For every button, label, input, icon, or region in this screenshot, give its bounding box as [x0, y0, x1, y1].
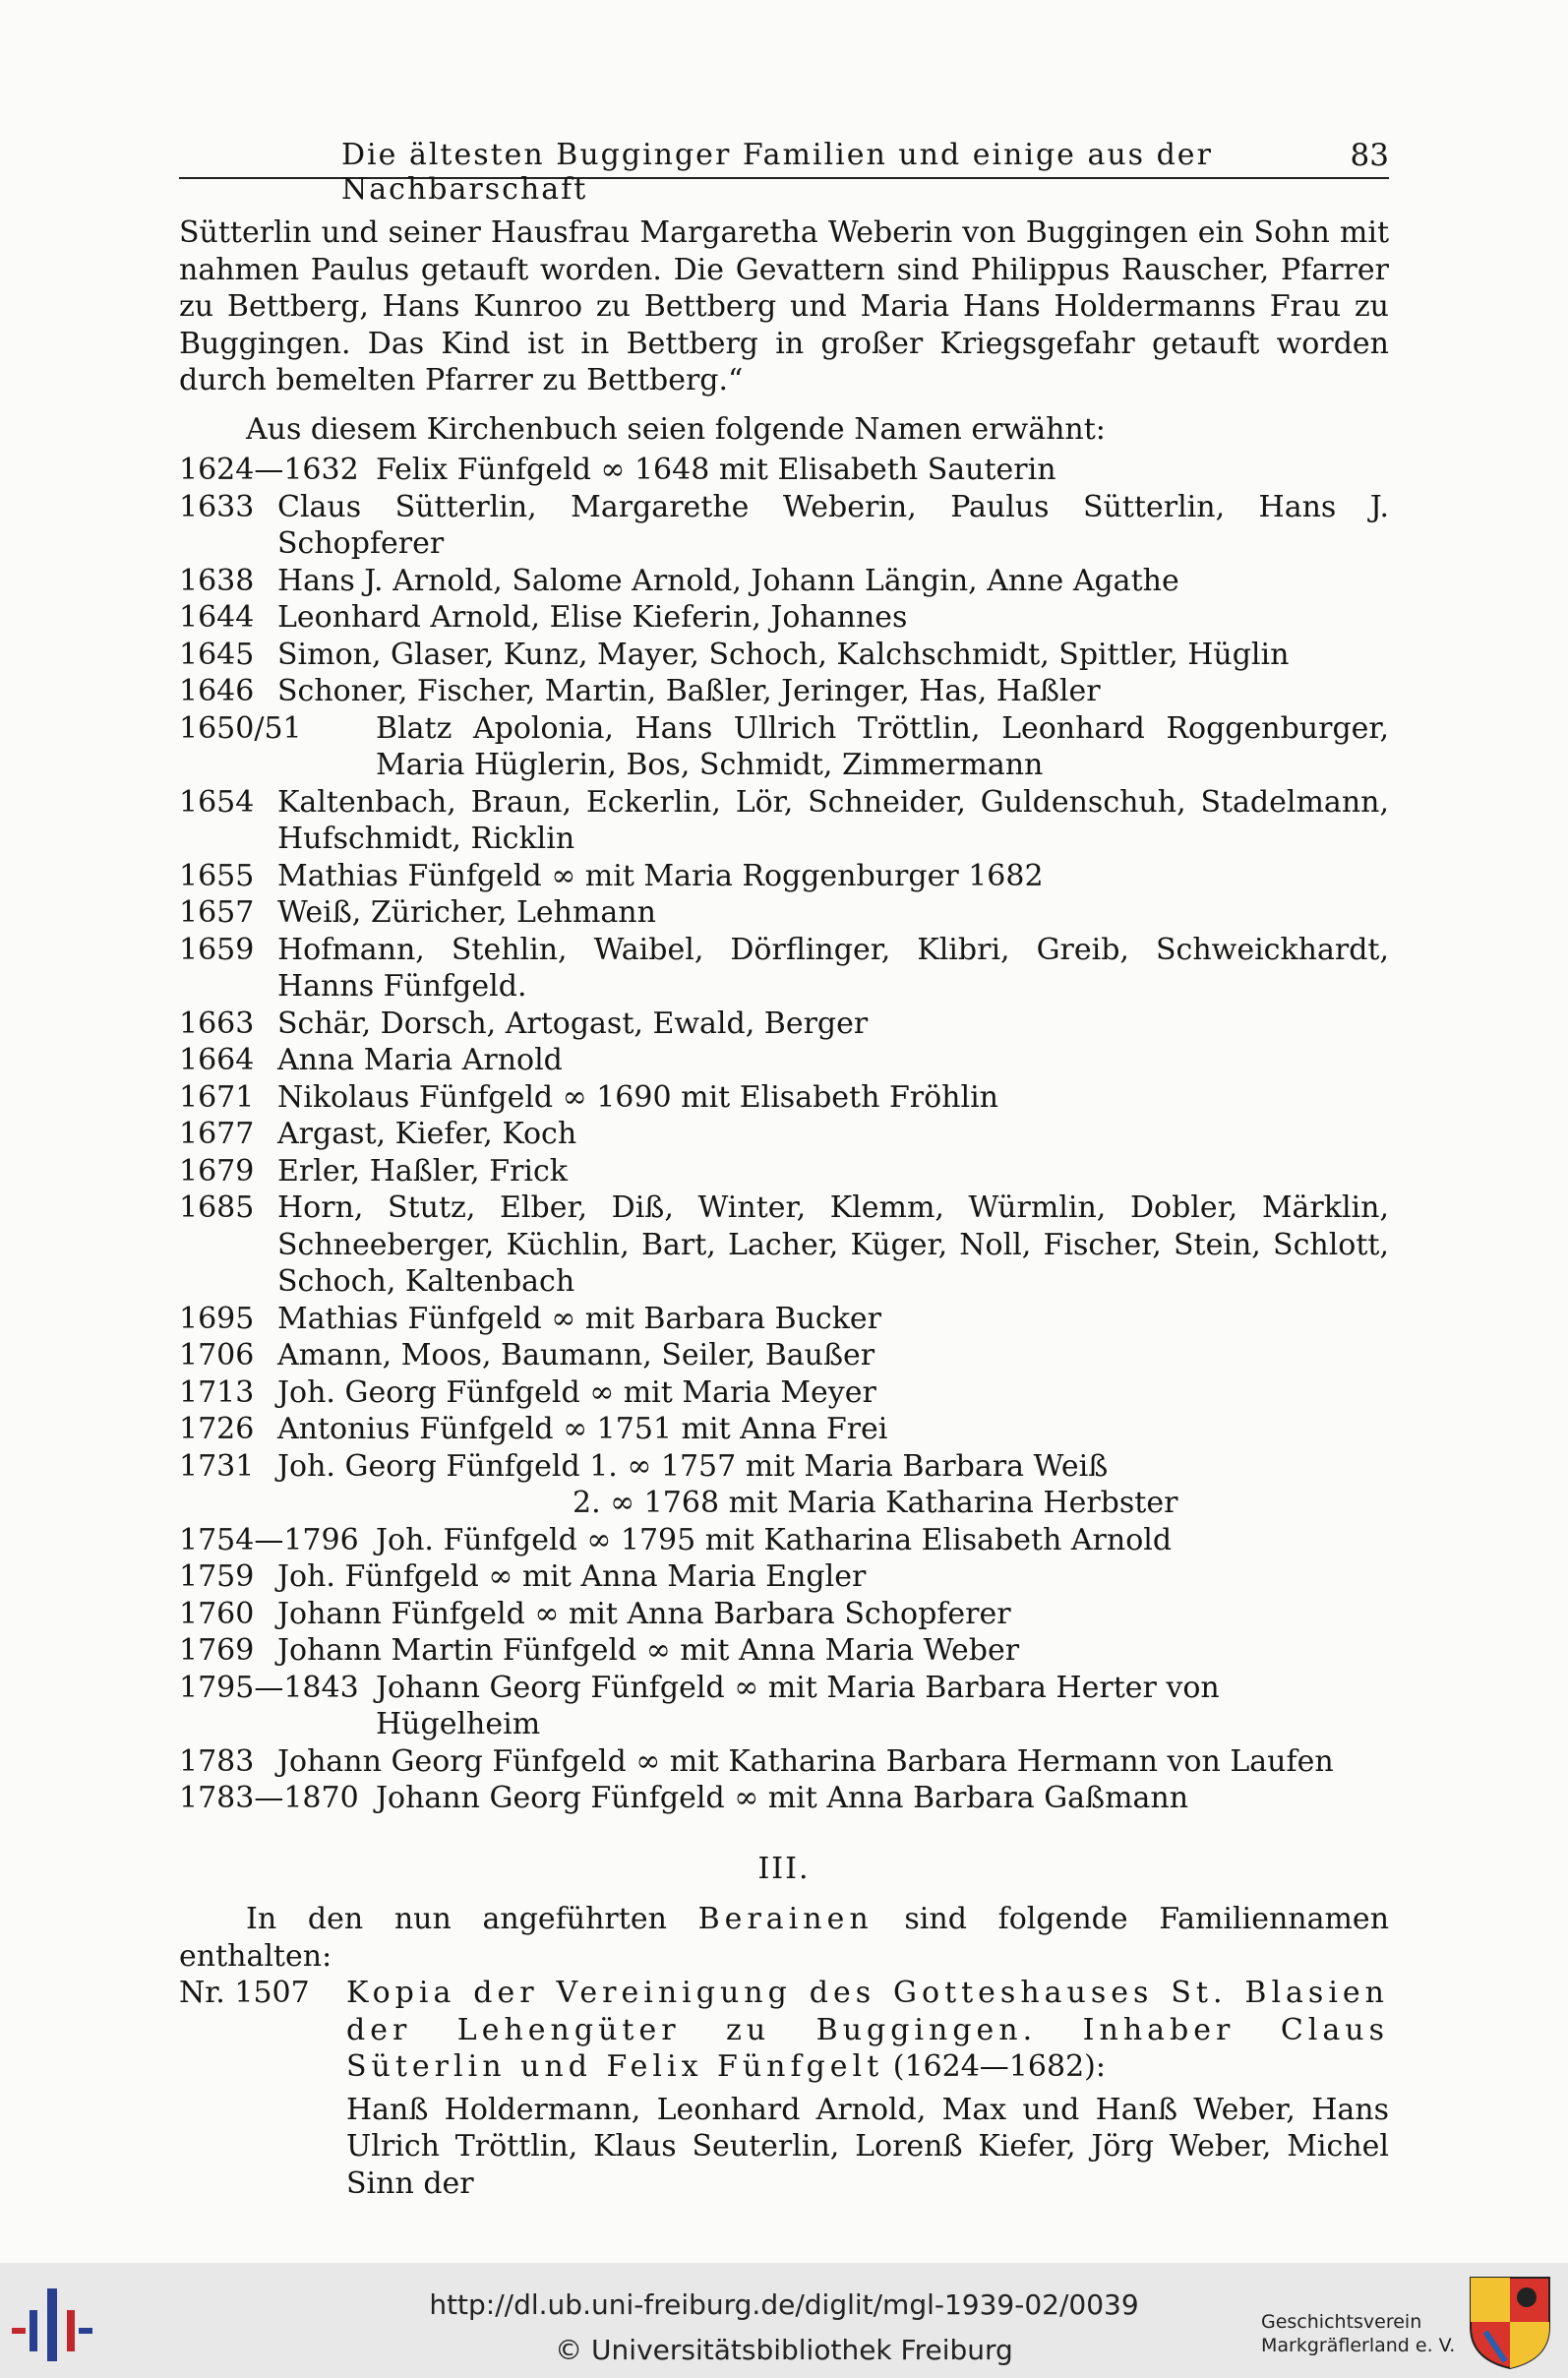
nr-label: Nr. 1507	[179, 1976, 310, 2010]
copyright-notice: © Universitätsbibliothek Freiburg	[555, 2334, 1013, 2366]
entry-year: 1671	[179, 1079, 255, 1115]
section-intro-a: In den nun angeführten	[246, 1902, 667, 1936]
list-entry	[179, 1042, 1389, 1079]
list-entry	[179, 563, 1389, 600]
list-entry	[179, 1006, 1389, 1043]
page-number: 83	[1350, 138, 1389, 173]
entry-year: 1769	[179, 1633, 255, 1668]
entry-year: 1650/51	[179, 710, 302, 746]
entry-year: 1679	[179, 1153, 255, 1189]
entry-year: 1633	[179, 489, 255, 524]
entry-year: 1663	[179, 1006, 255, 1041]
entry-names: Amann, Moos, Baumann, Seiler, Baußer	[277, 1338, 875, 1372]
running-header	[179, 138, 1389, 207]
list-entry	[179, 1632, 1389, 1670]
entry-year: 1754—1796	[179, 1522, 359, 1557]
entry-names: Johann Martin Fünfgeld ∞ mit Anna Maria Weber	[277, 1633, 1020, 1668]
entry-year: 1655	[179, 858, 255, 893]
list-entry	[179, 710, 1389, 784]
entry-names: Blatz Apolonia, Hans Ullrich Tröttlin, Leonhard Roggenburger, Maria Hüglerin, Bos, Schmidt, Zimmermann	[376, 710, 1389, 782]
organization-name	[1261, 2310, 1455, 2357]
list-entry	[179, 1411, 1389, 1448]
entry-year: 1783	[179, 1743, 255, 1779]
list-entry	[179, 858, 1389, 895]
list-entry	[179, 1448, 1389, 1486]
entry-names: Johann Fünfgeld ∞ mit Anna Barbara Schopferer	[277, 1596, 1011, 1631]
entry-names: Nikolaus Fünfgeld ∞ 1690 mit Elisabeth Fröhlin	[277, 1079, 999, 1115]
entry-year: 1659	[179, 932, 255, 967]
entry-year: 1726	[179, 1412, 255, 1446]
list-entry	[179, 637, 1389, 674]
entry-names: Johann Georg Fünfgeld ∞ mit Katharina Barbara Hermann von Laufen	[277, 1743, 1334, 1779]
entry-names: Claus Sütterlin, Margarethe Weberin, Paulus Sütterlin, Hans J. Schopferer	[277, 489, 1389, 561]
entry-year: 1657	[179, 895, 255, 930]
entry-year: 1624—1632	[179, 453, 359, 487]
entry-year: 1677	[179, 1117, 255, 1151]
document-url[interactable]: http://dl.ub.uni-freiburg.de/diglit/mgl-1939-02/0039	[429, 2288, 1139, 2321]
entry-names: Joh. Georg Fünfgeld 1. ∞ 1757 mit Maria Barbara Weiß	[277, 1448, 1109, 1484]
entry-names: Hans J. Arnold, Salome Arnold, Johann Längin, Anne Agathe	[277, 563, 1179, 598]
section-intro-spaced: Berainen	[697, 1902, 874, 1936]
entry-names: Weiß, Züricher, Lehmann	[277, 895, 656, 930]
entry-names: Mathias Fünfgeld ∞ mit Barbara Bucker	[277, 1301, 881, 1336]
list-entry	[179, 784, 1389, 858]
list-entry	[179, 1153, 1389, 1190]
entry-names: Schär, Dorsch, Artogast, Ewald, Berger	[277, 1006, 869, 1041]
entry-names: Argast, Kiefer, Koch	[277, 1117, 577, 1151]
entry-names: Hofmann, Stehlin, Waibel, Dörflinger, Klibri, Greib, Schweickhardt, Hanns Fünfgeld.	[277, 932, 1389, 1004]
nr-names: Hanß Holdermann, Leonhard Arnold, Max und Hanß Weber, Hans Ulrich Tröttlin, Klaus Seuterlin, Lorenß Kiefer, Jörg Weber, Michel Sinn der	[346, 2092, 1389, 2201]
organization-line-1: Geschichtsverein	[1261, 2311, 1422, 2333]
page-body	[179, 214, 1389, 2202]
entry-names: Anna Maria Arnold	[277, 1043, 563, 1077]
list-entry	[179, 1116, 1389, 1153]
entry-year: 1783—1870	[179, 1781, 359, 1815]
list-entry	[179, 452, 1389, 489]
list-entry	[179, 932, 1389, 1006]
list-entry	[179, 1301, 1389, 1338]
list-entry	[179, 1522, 1389, 1559]
entry-names: Johann Georg Fünfgeld ∞ mit Maria Barbara Herter von Hügelheim	[376, 1670, 1220, 1741]
list-entry	[179, 1780, 1389, 1817]
entry-names: Johann Georg Fünfgeld ∞ mit Anna Barbara Gaßmann	[376, 1781, 1189, 1815]
list-entry	[179, 673, 1389, 710]
name-list	[179, 452, 1389, 1817]
entry-names: Kaltenbach, Braun, Eckerlin, Lör, Schneider, Guldenschuh, Stadelmann, Hufschmidt, Ricklin	[277, 784, 1389, 856]
entry-year: 1644	[179, 600, 255, 635]
list-entry	[179, 1189, 1389, 1301]
entry-year: 1731	[179, 1448, 255, 1484]
entry-year: 1646	[179, 674, 255, 708]
entry-names: Joh. Fünfgeld ∞ 1795 mit Katharina Elisabeth Arnold	[376, 1522, 1173, 1557]
organization-line-2: Markgräflerland e. V.	[1261, 2335, 1456, 2356]
nr-title-tail: (1624—1682):	[892, 2049, 1106, 2084]
section-intro-b: sind folgende Familiennamen enthalten:	[179, 1902, 1390, 1974]
entry-year: 1654	[179, 784, 255, 820]
entry-continuation: 2. ∞ 1768 mit Maria Katharina Herbster	[573, 1486, 1178, 1520]
list-entry	[179, 1337, 1389, 1374]
list-entry	[179, 599, 1389, 637]
nr-entry	[179, 1975, 1389, 2086]
nr-title	[346, 1975, 1389, 2086]
section-intro	[179, 1901, 1389, 1975]
entry-names: Leonhard Arnold, Elise Kieferin, Johannes	[277, 600, 908, 635]
list-entry	[179, 894, 1389, 932]
list-entry	[179, 1374, 1389, 1412]
nr-title-spaced: Kopia der Vereinigung des Gotteshauses St. Blasien der Lehengüter zu Buggingen. Inhaber Claus Süterlin und Felix Fünfgelt	[346, 1976, 1389, 2084]
list-entry	[179, 1743, 1389, 1781]
entry-names: Erler, Haßler, Frick	[277, 1153, 568, 1189]
entry-names: Mathias Fünfgeld ∞ mit Maria Roggenburger 1682	[277, 858, 1044, 893]
entry-year: 1713	[179, 1374, 255, 1410]
entry-year: 1760	[179, 1596, 255, 1631]
entry-names: Schoner, Fischer, Martin, Baßler, Jeringer, Has, Haßler	[277, 674, 1101, 708]
entry-year: 1638	[179, 563, 255, 598]
list-entry	[179, 1558, 1389, 1596]
entry-year: 1759	[179, 1559, 255, 1594]
list-entry	[179, 1079, 1389, 1117]
header-title: Die ältesten Bugginger Familien und einige aus der Nachbarschaft	[341, 138, 1213, 207]
entry-year: 1795—1843	[179, 1670, 359, 1705]
viewer-footer	[0, 2263, 1568, 2378]
intro-paragraph: Sütterlin und seiner Hausfrau Margaretha Weberin von Buggingen ein Sohn mit nahmen Paulus getauft worden. Die Gevattern sind Philippus Rauscher, Pfarrer zu Bettberg, Hans Kunroo zu Bettberg und Maria Hans Holdermanns Frau zu Buggingen. Das Kind ist in Bettberg in großer Kriegsgefahr getauft worden durch bemelten Pfarrer zu Bettberg.“	[179, 215, 1389, 397]
list-entry	[179, 1670, 1389, 1743]
list-intro: Aus diesem Kirchenbuch seien folgende Namen erwähnt:	[246, 411, 1106, 447]
entry-year: 1664	[179, 1043, 255, 1077]
coat-of-arms-icon	[1466, 2273, 1554, 2371]
entry-year: 1645	[179, 637, 255, 672]
entry-names: Joh. Georg Fünfgeld ∞ mit Maria Meyer	[277, 1374, 876, 1410]
list-entry	[179, 1596, 1389, 1633]
section-heading: III.	[757, 1851, 811, 1886]
entry-year: 1685	[179, 1190, 255, 1225]
entry-names: Joh. Fünfgeld ∞ mit Anna Maria Engler	[277, 1559, 867, 1594]
entry-names: Simon, Glaser, Kunz, Mayer, Schoch, Kalchschmidt, Spittler, Hüglin	[277, 637, 1290, 672]
entry-year: 1695	[179, 1301, 255, 1336]
entry-names: Antonius Fünfgeld ∞ 1751 mit Anna Frei	[277, 1412, 888, 1446]
entry-year: 1706	[179, 1338, 255, 1372]
entry-names: Horn, Stutz, Elber, Diß, Winter, Klemm, Würmlin, Dobler, Märklin, Schneeberger, Küchlin, Bart, Lacher, Küger, Noll, Fischer, Stein, Schlott, Schoch, Kaltenbach	[277, 1190, 1389, 1299]
entry-names: Felix Fünfgeld ∞ 1648 mit Elisabeth Sauterin	[376, 453, 1056, 487]
list-entry	[179, 489, 1389, 563]
